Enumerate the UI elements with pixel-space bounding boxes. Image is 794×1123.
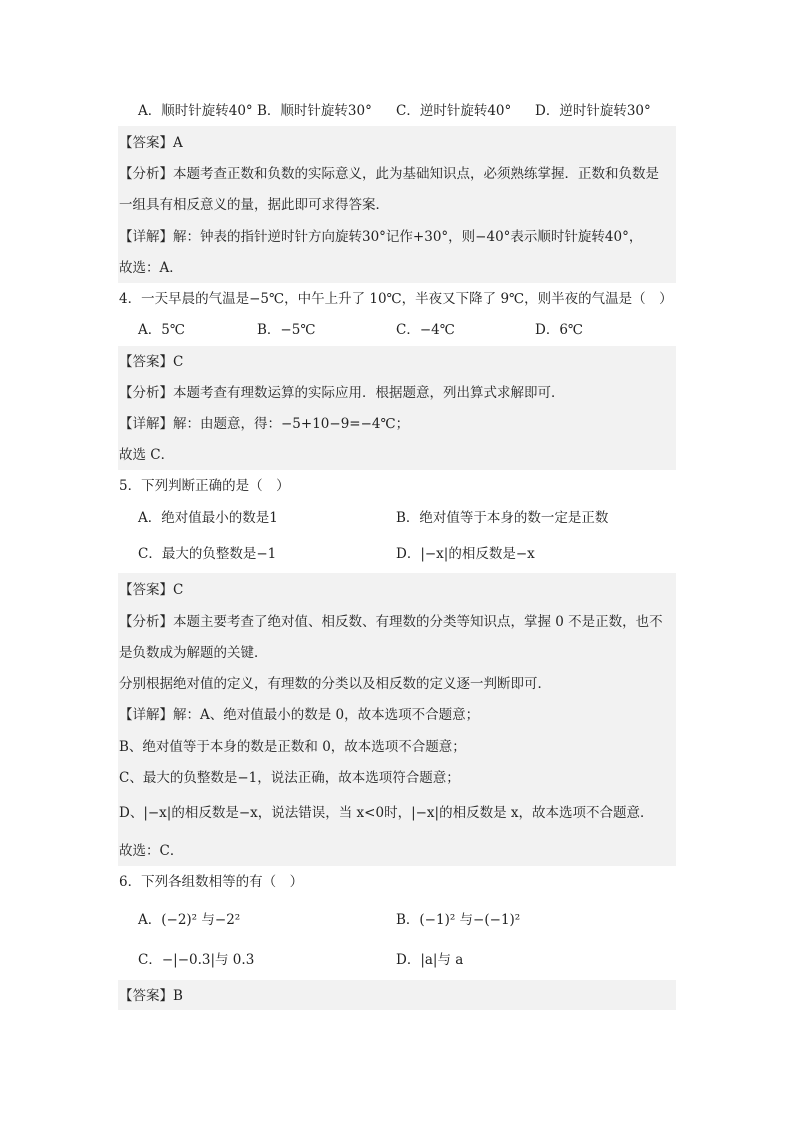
q5-conclusion: 故选：C． bbox=[119, 843, 184, 859]
q6-option-b: B．(−1)² 与−(−1)² bbox=[396, 912, 521, 928]
q4-answer-block bbox=[118, 346, 676, 470]
q5-answer: 【答案】C bbox=[119, 582, 184, 598]
q4-option-c: C．−4℃ bbox=[396, 322, 455, 338]
q4-conclusion: 故选 C． bbox=[119, 447, 175, 463]
q3-analysis-line-2: 一组具有相反意义的量，据此即可求得答案． bbox=[119, 197, 389, 213]
q3-analysis-line-1: 【分析】本题考查正数和负数的实际意义，此为基础知识点，必须熟练掌握．正数和负数是 bbox=[119, 166, 659, 182]
q6-answer: 【答案】B bbox=[119, 988, 183, 1004]
q6-option-a: A．(−2)² 与−2² bbox=[138, 912, 241, 928]
q4-option-a: A．5℃ bbox=[138, 322, 185, 338]
q5-detail-d: D、|−x|的相反数是−x，说法错误，当 x<0时，|−x|的相反数是 x，故本选项不合题意． bbox=[119, 805, 654, 821]
q5-detail-c: C、最大的负整数是−1，说法正确，故本选项符合题意； bbox=[119, 770, 460, 786]
q3-option-d: D．逆时针旋转30° bbox=[535, 103, 651, 119]
q5-analysis-line-1: 【分析】本题主要考查了绝对值、相反数、有理数的分类等知识点，掌握 0 不是正数，也不 bbox=[119, 614, 663, 630]
q4-answer: 【答案】C bbox=[119, 354, 184, 370]
q4-option-d: D．6℃ bbox=[535, 322, 584, 338]
q5-option-a: A．绝对值最小的数是1 bbox=[138, 510, 278, 526]
q3-conclusion: 故选：A． bbox=[119, 260, 183, 276]
q3-detail: 【详解】解：钟表的指针逆时针方向旋转30°记作+30°，则−40°表示顺时针旋转40°， bbox=[119, 229, 643, 245]
q3-answer: 【答案】A bbox=[119, 135, 183, 151]
q5-analysis-line-3: 分别根据绝对值的定义，有理数的分类以及相反数的定义逐一判断即可． bbox=[119, 676, 551, 692]
q5-question: 5．下列判断正确的是（ ） bbox=[119, 478, 290, 494]
q5-option-d: D．|−x|的相反数是−x bbox=[396, 546, 535, 562]
q4-question: 4．一天早晨的气温是−5℃，中午上升了 10℃，半夜又下降了 9℃，则半夜的气温是（ ） bbox=[119, 291, 673, 307]
q5-option-c: C．最大的负整数是−1 bbox=[138, 546, 277, 562]
q5-detail-a: 【详解】解：A、绝对值最小的数是 0，故本选项不合题意； bbox=[119, 707, 480, 723]
q4-detail: 【详解】解：由题意，得：−5+10−9=−4℃； bbox=[119, 416, 410, 432]
q6-option-c: C．−|−0.3|与 0.3 bbox=[138, 952, 255, 968]
q6-answer-block bbox=[118, 980, 676, 1010]
q4-analysis: 【分析】本题考查有理数运算的实际应用．根据题意，列出算式求解即可． bbox=[119, 385, 565, 401]
q5-analysis-line-2: 是负数成为解题的关键． bbox=[119, 645, 268, 661]
q6-question: 6．下列各组数相等的有（ ） bbox=[119, 874, 304, 890]
q3-option-ab: A．顺时针旋转40° B．顺时针旋转30° bbox=[138, 103, 372, 119]
q4-option-b: B．−5℃ bbox=[257, 322, 316, 338]
q5-option-b: B．绝对值等于本身的数一定是正数 bbox=[396, 510, 609, 526]
q6-option-d: D．|a|与 a bbox=[396, 952, 464, 968]
q3-option-c: C．逆时针旋转40° bbox=[396, 103, 512, 119]
q5-detail-b: B、绝对值等于本身的数是正数和 0，故本选项不合题意； bbox=[119, 739, 466, 755]
